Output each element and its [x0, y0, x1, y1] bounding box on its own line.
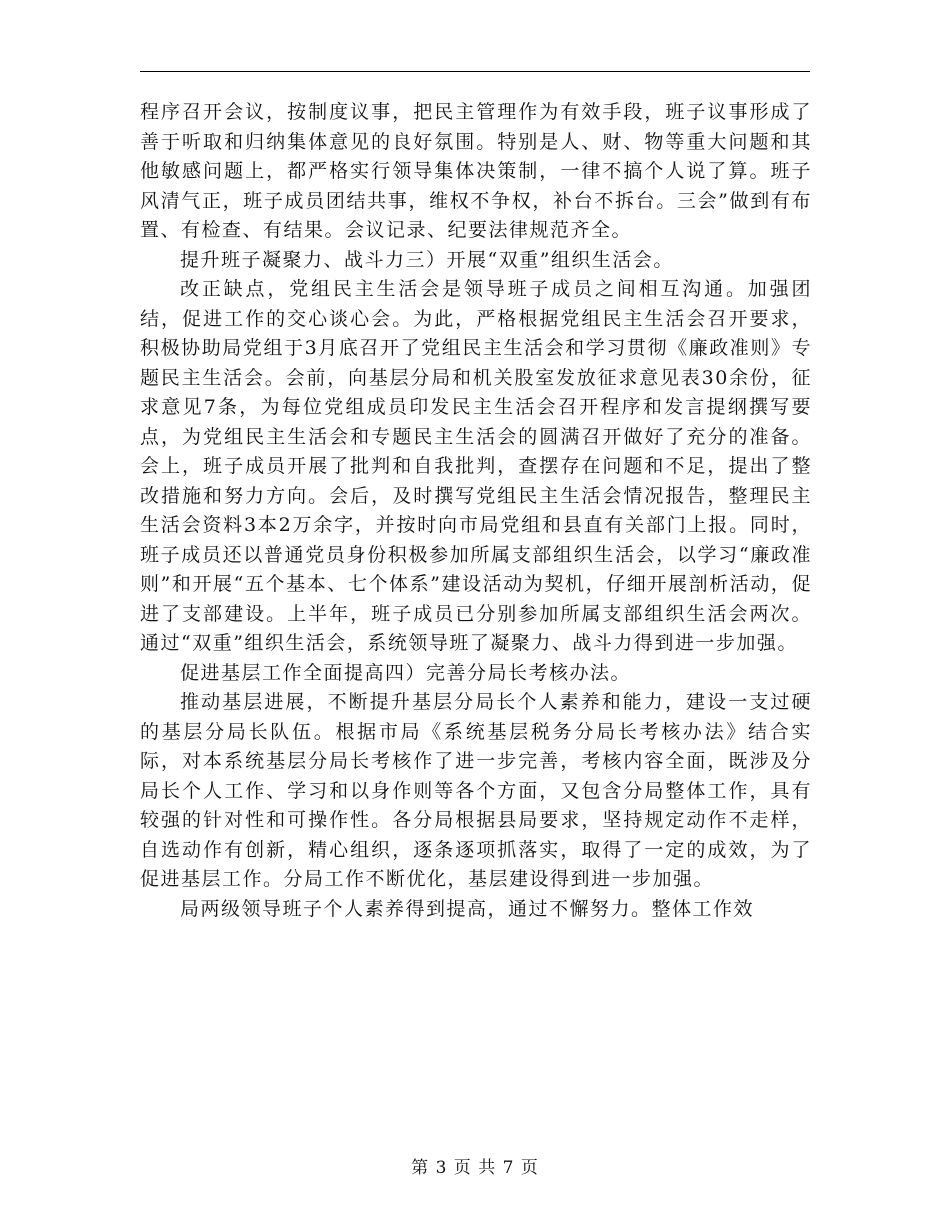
- page-number-footer: 第 3 页 共 7 页: [411, 1158, 539, 1178]
- section-heading: 提升班子凝聚力、战斗力三）开展“双重”组织生活会。: [180, 248, 674, 271]
- header-rule: [140, 71, 810, 72]
- paragraph: 局两级领导班子个人素养得到提高，通过不懈努力。整体工作效: [180, 897, 755, 920]
- paragraph: 改正缺点，党组民主生活会是领导班子成员之间相互沟通。加强团结，促进工作的交心谈心会。为此，严格根据党组民主生活会召开要求，积极协助局党组于3月底召开了党组民主生活会和学习贯彻《廉政准则》专题民主生活会。会前，向基层分局和机关股室发放征求意见表30余份，征求意见7条，为每位党组成员印发民主生活会召开程序和发言提纲撰写要点，为党组民主生活会和专题民主生活会的圆满召开做好了充分的准备。会上，班子成员开展了批判和自我批判，查摆存在问题和不足，提出了整改措施和努力方向。会后，及时撰写党组民主生活会情况报告，整理民主生活会资料3本2万余字，并按时向市局党组和县直有关部门上报。同时，班子成员还以普通党员身份积极参加所属支部组织生活会，以学习“廉政准则”和开展“五个基本、七个体系”建设活动为契机，仔细开展剖析活动，促进了支部建设。上半年，班子成员已分别参加所属支部组织生活会两次。通过“双重”组织生活会，系统领导班了凝聚力、战斗力得到进一步加强。: [140, 278, 812, 654]
- paragraph: 程序召开会议，按制度议事，把民主管理作为有效手段，班子议事形成了善于听取和归纳集体意见的良好氛围。特别是人、财、物等重大问题和其他敏感问题上，都严格实行领导集体决策制，一律不搞个人说了算。班子风清气正，班子成员团结共事，维权不争权，补台不拆台。三会”做到有布置、有检查、有结果。会议记录、纪要法律规范齐全。: [140, 101, 812, 241]
- body-text: [140, 98, 812, 924]
- paragraph: 推动基层进展，不断提升基层分局长个人素养和能力，建设一支过硬的基层分局长队伍。根据市局《系统基层税务分局长考核办法》结合实际，对本系统基层分局长考核作了进一步完善，考核内容全面，既涉及分局长个人工作、学习和以身作则等各个方面，又包含分局整体工作，具有较强的针对性和可操作性。各分局根据县局要求，坚持规定动作不走样，自选动作有创新，精心组织，逐条逐项抓落实，取得了一定的成效，为了促进基层工作。分局工作不断优化，基层建设得到进一步加强。: [140, 691, 812, 890]
- section-heading: 促进基层工作全面提高四）完善分局长考核办法。: [180, 661, 632, 684]
